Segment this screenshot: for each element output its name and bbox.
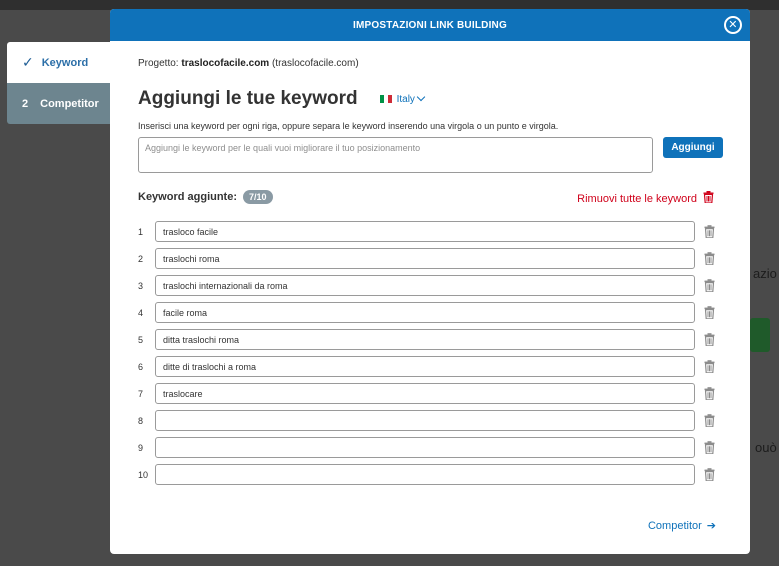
keyword-input[interactable]: [155, 275, 695, 296]
close-button[interactable]: [724, 16, 742, 34]
trash-icon[interactable]: [704, 225, 716, 238]
checkmark-icon: ✓: [22, 54, 34, 70]
modal-header: [110, 9, 750, 41]
keyword-input[interactable]: [155, 410, 695, 431]
modal-title: IMPOSTAZIONI LINK BUILDING: [353, 19, 507, 31]
keyword-row-number: 9: [138, 442, 144, 453]
keyword-input[interactable]: [155, 437, 695, 458]
trash-icon[interactable]: [704, 279, 716, 292]
keyword-row-number: 10: [138, 469, 149, 480]
step-competitor-number: 2: [22, 97, 29, 110]
step-competitor[interactable]: [7, 83, 110, 124]
keyword-input[interactable]: [155, 383, 695, 404]
trash-icon[interactable]: [704, 333, 716, 346]
keyword-row-number: 2: [138, 253, 144, 264]
added-count-badge: 7/10: [243, 190, 273, 204]
arrow-right-icon: ➔: [706, 520, 716, 532]
trash-icon[interactable]: [704, 306, 716, 319]
project-info: [138, 58, 359, 69]
wizard-steps: [7, 42, 110, 124]
country-label: Italy: [396, 93, 415, 105]
competitor-next-link[interactable]: [648, 519, 716, 532]
close-icon: ✕: [728, 18, 738, 31]
keyword-input[interactable]: [155, 302, 695, 323]
keyword-row-number: 7: [138, 388, 144, 399]
add-button[interactable]: Aggiungi: [663, 137, 723, 158]
trash-icon[interactable]: [704, 441, 716, 454]
chevron-down-icon: [417, 93, 425, 101]
keyword-row: [138, 218, 723, 245]
trash-icon: [703, 191, 714, 206]
background-green-button: [750, 318, 770, 352]
step-keyword[interactable]: [7, 42, 110, 83]
step-competitor-label: Competitor: [40, 97, 99, 110]
trash-icon[interactable]: [704, 252, 716, 265]
added-keywords-label: Keyword aggiunte:: [138, 191, 238, 203]
project-label: Progetto:: [138, 58, 179, 69]
link-building-modal: [110, 9, 750, 554]
project-domain-paren: (traslocofacile.com): [271, 58, 359, 69]
keyword-row: [138, 326, 723, 353]
keyword-row: [138, 299, 723, 326]
next-link-label: Competitor: [647, 519, 702, 532]
country-selector[interactable]: [380, 94, 424, 105]
keyword-list: [138, 218, 723, 488]
trash-icon[interactable]: [704, 468, 716, 481]
keyword-row: [138, 407, 723, 434]
keyword-row: [138, 272, 723, 299]
remove-all-button[interactable]: [577, 191, 714, 206]
page-title: Aggiungi le tue keyword: [138, 88, 358, 109]
keyword-row: [138, 245, 723, 272]
italy-flag-icon: [380, 95, 392, 103]
remove-all-label: Rimuovi tutte le keyword: [577, 192, 697, 205]
keyword-input[interactable]: [155, 248, 695, 269]
keyword-input[interactable]: [155, 356, 695, 377]
added-keywords-header: [138, 190, 273, 204]
project-domain: traslocofacile.com: [181, 58, 270, 69]
background-text-2: ouò: [755, 440, 777, 455]
keyword-row-number: 6: [138, 361, 144, 372]
heading-row: [138, 88, 424, 110]
trash-icon[interactable]: [704, 414, 716, 427]
keyword-input[interactable]: [155, 221, 695, 242]
keyword-row-number: 4: [138, 307, 144, 318]
keyword-row-number: 8: [138, 415, 144, 426]
trash-icon[interactable]: [704, 387, 716, 400]
keyword-input[interactable]: [155, 464, 695, 485]
keyword-row: [138, 461, 723, 488]
background-text-1: azio: [753, 266, 777, 281]
keyword-textarea[interactable]: [138, 137, 653, 173]
keyword-row: [138, 380, 723, 407]
trash-icon[interactable]: [704, 360, 716, 373]
step-keyword-label: Keyword: [41, 56, 89, 69]
keyword-row: [138, 353, 723, 380]
keyword-row-number: 5: [138, 334, 144, 345]
keyword-row-number: 3: [138, 280, 144, 291]
keyword-row-number: 1: [138, 226, 144, 237]
instructions-text: Inserisci una keyword per ogni riga, oppure separa le keyword inserendo una virgola o un punto e virgola.: [138, 121, 559, 131]
keyword-input[interactable]: [155, 329, 695, 350]
keyword-row: [138, 434, 723, 461]
